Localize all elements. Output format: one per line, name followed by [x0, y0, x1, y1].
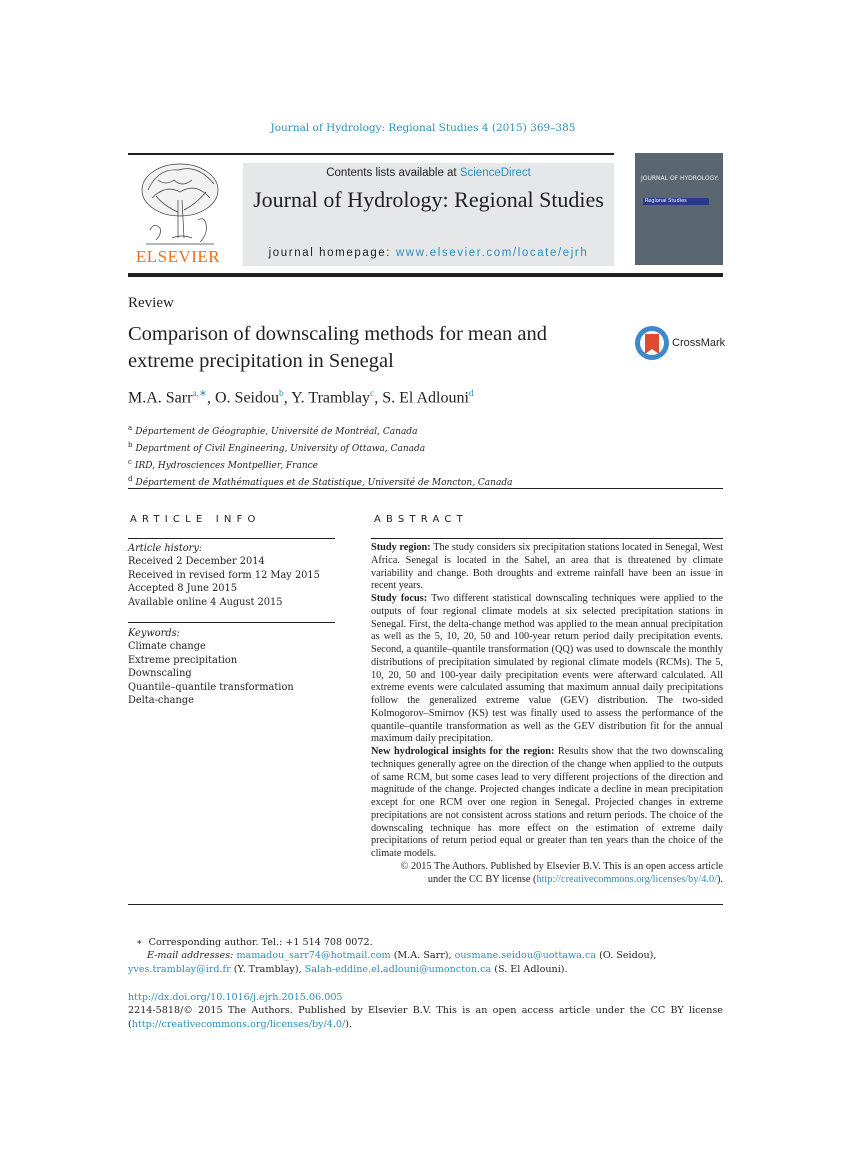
abstract-rule [371, 538, 723, 539]
corresponding-footnote [128, 936, 723, 949]
doi-line [128, 991, 723, 1004]
contents-line [243, 167, 614, 179]
license-line: © 2015 The Authors. Published by Elsevier B.V. This is an open access article [400, 860, 723, 872]
journal-banner [243, 163, 614, 266]
info-rule [128, 622, 335, 623]
keyword-item: Climate change [128, 641, 206, 653]
abstract-body [371, 542, 723, 886]
abstract-text: The study considers six precipitation stations located in Senegal, West Africa. Senegal is located in the Sahel, an area that is threatened by climate variability and change. Both droughts and extreme rainfall have been an issue in recent years. [371, 542, 723, 592]
email-owner: (M.A. Sarr), [390, 950, 455, 962]
license-line [371, 874, 723, 887]
affiliation-text: Département de Mathématiques et de Statistique, Université de Moncton, Canada [135, 478, 513, 488]
keyword-item: Quantile–quantile transformation [128, 681, 294, 693]
license-text: ( [128, 1018, 132, 1030]
affiliations [128, 422, 512, 490]
abstract-paragraph [371, 593, 723, 746]
history-item: Received 2 December 2014 [128, 556, 265, 568]
keywords-label: Keywords: [128, 628, 180, 639]
footnote-mark: ∗ [136, 937, 143, 948]
journal-citation[interactable]: Journal of Hydrology: Regional Studies 4 (2015) 369–385 [270, 122, 576, 134]
email-owner: (Y. Tramblay), [230, 963, 305, 975]
homepage-prefix: journal homepage: [268, 247, 396, 259]
affiliation-item [128, 456, 512, 473]
issn-line: 2214-5818/© 2015 The Authors. Published by Elsevier B.V. This is an open access article under the CC BY license [128, 1005, 723, 1017]
author-name: M.A. Sarr [128, 389, 193, 407]
affiliation-mark: b [128, 441, 133, 449]
affiliation-text: Department of Civil Engineering, University of Ottawa, Canada [135, 444, 426, 454]
author-marker[interactable]: b [279, 389, 284, 399]
homepage-line [243, 247, 614, 259]
affiliation-mark: d [128, 475, 133, 483]
abstract-subheading: Study region: [371, 542, 431, 553]
keyword-item: Extreme precipitation [128, 654, 238, 666]
license-text: under the CC BY license ( [427, 873, 537, 885]
journal-cover [635, 153, 723, 265]
abstract-paragraph [371, 746, 723, 861]
abstract-text: Two different statistical downscaling techniques were applied to the outputs of four regional climate models at six selected precipitation stations in Senegal. First, the delta-change method was applied to the mean annual precipitation as well as the 5, 10, 20, 50 and 100-year return period daily precipitation events. Second, a quantile–quantile transformation (QQ) was used to downscale the monthly distributions of precipitation simulated by regional climate models (RCMs). The 5, 10, 20, 50 and 100-year daily precipitation events were afterward calculated. All extreme events were calculated assuming that maximum annual daily precipitations follow the generalized extreme value (GEV) distribution. The two-sided Kolmogorov–Smirnov (KS) test was finally used to assess the performance of the quantile–quantile transformation as well as the GEV distribution fit for the annual maximum daily precipitation. [371, 593, 723, 745]
author-marker[interactable]: c [370, 389, 375, 399]
affiliation-mark: a [128, 424, 133, 432]
author-marker[interactable]: a,∗ [192, 389, 207, 399]
cover-subtitle: Regional Studies [645, 198, 687, 204]
header-thick-rule [128, 273, 723, 277]
affiliation-item [128, 422, 512, 439]
bottom-license-link[interactable]: http://creativecommons.org/licenses/by/4.0/ [131, 1018, 346, 1030]
affiliation-item [128, 439, 512, 456]
footnote-text: Corresponding author. Tel.: +1 514 708 0072. [148, 937, 373, 948]
keyword-item: Downscaling [128, 668, 192, 680]
bottom-info [128, 991, 723, 1031]
keywords [128, 627, 335, 707]
author-separator: , [374, 389, 383, 407]
email-label: E-mail addresses: [147, 950, 234, 962]
author-separator: , [207, 389, 215, 407]
section-rule [128, 488, 723, 489]
license-text: ). [345, 1018, 353, 1030]
cover-band [643, 198, 709, 205]
abstract-paragraph [371, 542, 723, 593]
publisher-wordmark: ELSEVIER [135, 247, 221, 266]
article-title: Comparison of downscaling methods for mean and extreme precipitation in Senegal [128, 323, 548, 372]
affiliation-text: IRD, Hydrosciences Montpellier, France [134, 461, 318, 471]
crossmark-icon[interactable] [634, 325, 670, 361]
author-marker[interactable]: d [468, 389, 474, 399]
crossmark-label[interactable]: CrossMark [672, 337, 726, 349]
contents-prefix: Contents lists available at [326, 167, 460, 179]
abstract-subheading: New hydrological insights for the region: [371, 746, 555, 757]
sciencedirect-link[interactable]: ScienceDirect [459, 167, 531, 179]
email-footnote [128, 963, 723, 976]
author-list [128, 388, 474, 407]
affiliation-text: Département de Géographie, Université de Montréal, Canada [135, 427, 418, 437]
email-link[interactable]: yves.tramblay@ird.fr [128, 963, 231, 975]
abstract-heading: ABSTRACT [374, 514, 468, 525]
keyword-item: Delta-change [128, 695, 194, 707]
section-rule [128, 904, 723, 905]
email-link[interactable]: Salah-eddine.el.adlouni@umoncton.ca [304, 963, 492, 975]
journal-title: Journal of Hydrology: Regional Studies [253, 187, 604, 212]
email-owner: (S. El Adlouni). [491, 963, 568, 975]
email-link[interactable]: mamadou_sarr74@hotmail.com [236, 950, 391, 962]
license-link[interactable]: http://creativecommons.org/licenses/by/4.0/ [536, 873, 717, 885]
author-name: O. Seidou [215, 389, 279, 407]
info-rule [128, 538, 335, 539]
author-separator: , [283, 389, 292, 407]
article-info-heading: ARTICLE INFO [130, 514, 261, 525]
abstract-subheading: Study focus: [371, 593, 428, 604]
author-name: S. El Adlouni [382, 389, 469, 407]
email-link[interactable]: ousmane.seidou@uottawa.ca [454, 950, 597, 962]
history-item: Accepted 8 June 2015 [128, 583, 237, 595]
abstract-text: Results show that the two downscaling techniques generally agree on the direction of the change when applied to the outputs of same RCM, but some cases lead to very different projections of the direction and magnitude of the change. Projected changes indicate a decline in mean precipitation except for one RCM over one region in Senegal. Projected changes in extreme precipitations are not consistent across stations and return periods. The choice of the downscaling technique has more effect on the estimation of extreme daily precipitations of return period equal or greater than ten years than the choice of the climate models. [371, 746, 723, 859]
email-owner: (O. Seidou), [596, 950, 657, 962]
history-item: Available online 4 August 2015 [128, 596, 283, 608]
email-footnote [128, 949, 723, 962]
article-type: Review [128, 295, 174, 311]
bottom-license-line [128, 1018, 723, 1031]
doi-link[interactable]: http://dx.doi.org/10.1016/j.ejrh.2015.06.005 [128, 992, 343, 1003]
history-item: Received in revised form 12 May 2015 [128, 569, 320, 581]
homepage-link[interactable]: www.elsevier.com/locate/ejrh [395, 247, 589, 259]
affiliation-mark: c [128, 458, 132, 466]
author-name: Y. Tramblay [291, 389, 370, 407]
license-text: ). [716, 873, 723, 885]
footnotes [128, 936, 723, 976]
history-label: Article history: [128, 543, 203, 554]
article-history [128, 542, 335, 609]
cover-title: JOURNAL OF HYDROLOGY: [641, 175, 719, 182]
top-rule [128, 153, 614, 155]
